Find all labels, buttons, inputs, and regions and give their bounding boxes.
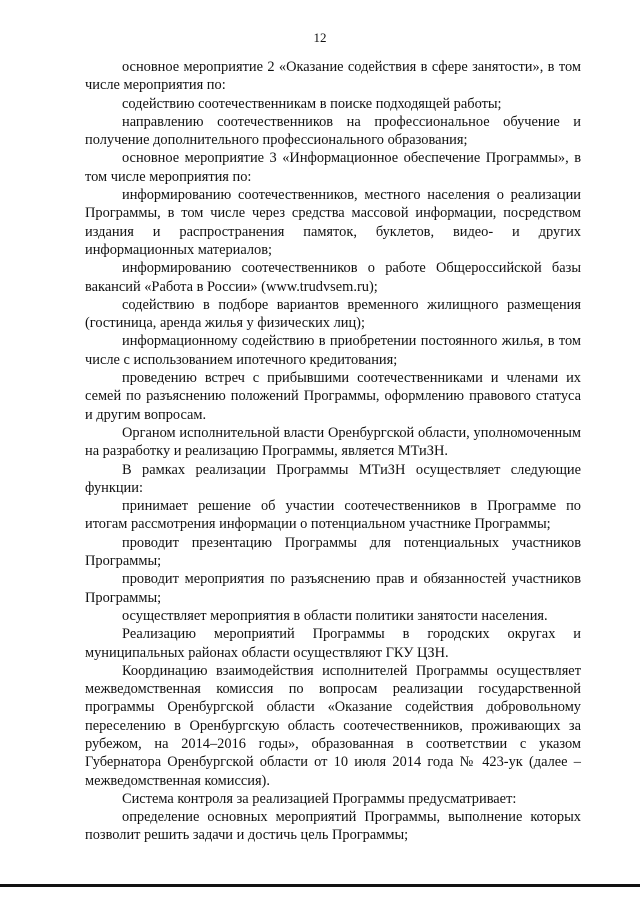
paragraph: проводит презентацию Программы для потенциальных участников Программы;: [85, 534, 581, 570]
body-text: [85, 58, 581, 845]
paragraph: содействию в подборе вариантов временного жилищного размещения (гостиница, аренда жилья у физических лиц);: [85, 296, 581, 332]
paragraph: основное мероприятие 2 «Оказание содействия в сфере занятости», в том числе мероприятия по:: [85, 59, 581, 94]
paragraph: Система контроля за реализацией Программы предусматривает:: [122, 790, 517, 807]
paragraph: основное мероприятие 3 «Информационное обеспечение Программы», в том числе мероприятия по:: [85, 150, 581, 185]
paragraph: осуществляет мероприятия в области политики занятости населения.: [122, 607, 548, 624]
paragraph: В рамках реализации Программы МТиЗН осуществляет следующие функции:: [85, 461, 581, 496]
paragraph: определение основных мероприятий Программы, выполнение которых позволит решить задачи и достичь цель Программы;: [85, 809, 581, 844]
paragraph: проведению встреч с прибывшими соотечественниками и членами их семей по разъяснению положений Программы, оформлению правового статуса и другим вопросам.: [85, 370, 581, 423]
paragraph: информированию соотечественников, местного населения о реализации Программы, в том числе через средства массовой информации, посредством издания и распространения памяток, буклетов, видео- и других информационных материалов;: [85, 187, 581, 258]
paragraph: направлению соотечественников на профессиональное обучение и получение дополнительного профессионального образования;: [85, 113, 581, 149]
paragraph: содействию соотечественникам в поиске подходящей работы;: [122, 95, 502, 112]
paragraph: Органом исполнительной власти Оренбургской области, уполномоченным на разработку и реализацию Программы, является МТиЗН.: [85, 424, 581, 460]
paragraph: Реализацию мероприятий Программы в городских округах и муниципальных районах области осуществляют ГКУ ЦЗН.: [85, 626, 581, 661]
bottom-scan-border: [0, 884, 640, 887]
paragraph: Координацию взаимодействия исполнителей Программы осуществляет межведомственная комиссия по вопросам реализации государственной программы Оренбургской области «Оказание содействия добровольному переселению в Оренбургскую область соотечественников, проживающих за рубежом, на 2014–2016 годы», образованная в соответствии с указом Губернатора Оренбургской области от 10 июля 2014 года № 423-ук (далее – межведомственная комиссия).: [85, 662, 581, 789]
paragraph: информационному содействию в приобретении постоянного жилья, в том числе с использованием ипотечного кредитования;: [85, 333, 581, 368]
paragraph: проводит мероприятия по разъяснению прав и обязанностей участников Программы;: [85, 571, 581, 606]
paragraph: принимает решение об участии соотечественников в Программе по итогам рассмотрения информации о потенциальном участнике Программы;: [85, 498, 581, 533]
page-number: 12: [313, 30, 327, 45]
paragraph: информированию соотечественников о работе Общероссийской базы вакансий «Работа в России» (www.trudvsem.ru);: [85, 260, 581, 295]
